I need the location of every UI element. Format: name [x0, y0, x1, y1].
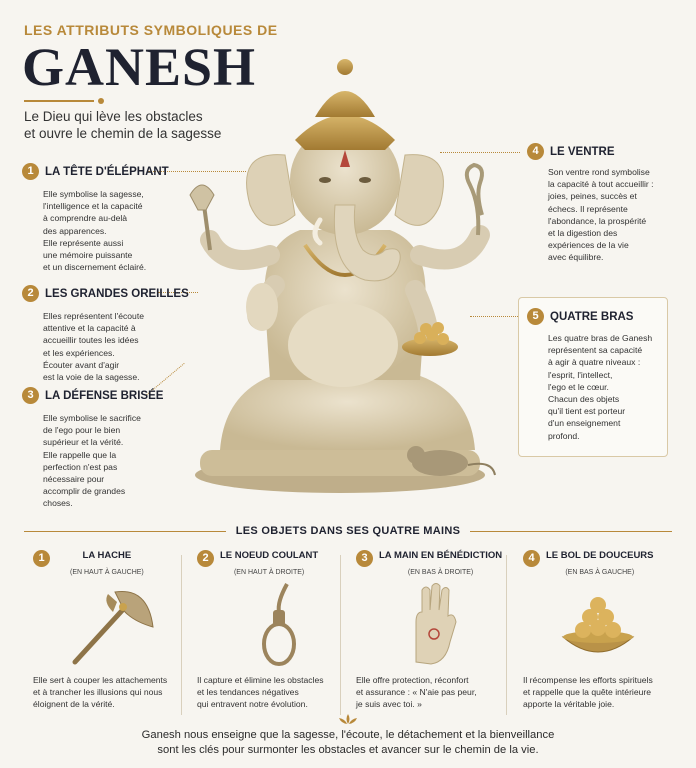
feature-description: Son ventre rond symbolise la capacité à tout accueillir : joies, peines, succès et échecs. Il représente l'abondance, la prospérité et la digestion des expériences de la vie avec équilibre. — [548, 167, 654, 263]
feature-description: Les quatre bras de Ganesh représentent sa capacité à agir à quatre niveaux : l'esprit, l'intellect, l'ego et le cœur. Chacun des objets qu'il tient est porteur d'un enseignement profond. — [548, 333, 653, 441]
blessing-hand-icon — [376, 582, 486, 667]
object-position: (EN HAUT À GAUCHE) — [70, 569, 144, 576]
feature-elephant-head — [22, 163, 212, 273]
feature-title: LA DÉFENSE BRISÉE — [45, 389, 164, 402]
kicker: LES ATTRIBUTS SYMBOLIQUES DE — [24, 22, 278, 38]
object-axe — [33, 550, 193, 709]
axe-icon — [53, 582, 163, 667]
feature-belly — [527, 143, 677, 264]
statue-crown — [295, 115, 395, 150]
statue-belly — [288, 303, 398, 387]
object-description: Il récompense les efforts spirituels et rappelle que la quête intérieure apporte la véritable joie. — [523, 675, 653, 709]
page-title: GANESH — [22, 37, 257, 97]
feature-broken-tusk — [22, 387, 192, 510]
feature-title: LE VENTRE — [550, 145, 615, 158]
statue-blessing-hand — [246, 283, 278, 331]
title-dot — [98, 98, 104, 104]
sweets-bowl-icon — [543, 582, 653, 667]
upper-left-arm — [210, 240, 270, 260]
number-badge: 2 — [197, 550, 214, 567]
statue-left-ear — [247, 155, 295, 226]
section-title: LES OBJETS DANS SES QUATRE MAINS — [0, 525, 696, 537]
number-badge: 5 — [527, 308, 544, 325]
feature-description: Elle symbolise le sacrifice de l'ego pour le bien supérieur et la vérité. Elle rappelle que la perfection n'est pas nécessaire pour accomplir de grandes choses. — [43, 413, 141, 509]
object-name: LE BOL DE DOUCEURS — [546, 550, 654, 561]
statue-right-ear — [395, 155, 443, 226]
number-badge: 1 — [22, 163, 39, 180]
leader-line-5 — [470, 316, 518, 317]
object-description: Elle offre protection, réconfort et assurance : « N'aie pas peur, je suis avec toi. » — [356, 675, 477, 709]
object-position: (EN BAS À DROITE) — [407, 569, 474, 576]
object-name: LA MAIN EN BÉNÉDICTION — [379, 550, 503, 561]
object-position: (EN HAUT À DROITE) — [233, 569, 305, 576]
feature-description: Elle symbolise la sagesse, l'intelligence et la capacité à comprendre au-delà des apparences. Elle représente aussi une mémoire puissante et un discernement éclairé. — [43, 189, 147, 273]
object-description: Il capture et élimine les obstacles et les tendances négatives qui entravent notre évolution. — [197, 675, 324, 709]
subtitle-line-1: Le Dieu qui lève les obstacles — [24, 109, 203, 124]
number-badge: 4 — [523, 550, 540, 567]
statue-sweets-bowl — [402, 338, 458, 356]
object-noose — [197, 550, 357, 709]
number-badge: 3 — [22, 387, 39, 404]
feature-big-ears — [22, 285, 192, 383]
statue-noose — [467, 165, 482, 235]
object-position: (EN BAS À GAUCHE) — [565, 569, 635, 576]
feature-four-arms — [518, 297, 668, 457]
statue-right-eye — [359, 177, 371, 183]
number-badge: 3 — [356, 550, 373, 567]
leader-line-4 — [440, 152, 520, 153]
object-name: LE NOEUD COULANT — [220, 550, 319, 561]
feature-title: LA TÊTE D'ÉLÉPHANT — [45, 165, 169, 178]
number-badge: 1 — [33, 550, 50, 567]
number-badge: 2 — [22, 285, 39, 302]
statue-left-eye — [319, 177, 331, 183]
feature-description: Elles représentent l'écoute attentive et la capacité à accueillir toutes les idées et les expériences. Écouter avant d'agir est la voie de la sagesse. — [43, 311, 145, 383]
subtitle-line-2: et ouvre le chemin de la sagesse — [24, 126, 222, 141]
noose-icon — [217, 582, 327, 667]
object-blessing-hand — [356, 550, 516, 709]
number-badge: 4 — [527, 143, 544, 160]
object-description: Elle sert à couper les attachements et à trancher les illusions qui nous éloignent de la vérité. — [33, 675, 168, 709]
footer-message: Ganesh nous enseigne que la sagesse, l'écoute, le détachement et la bienveillance sont les clés pour surmonter les obstacles et avancer sur le chemin de la vie. — [141, 729, 555, 756]
title-underline — [24, 100, 94, 102]
feature-title: QUATRE BRAS — [550, 310, 634, 323]
feature-title: LES GRANDES OREILLES — [45, 287, 189, 300]
object-name: LA HACHE — [82, 550, 132, 561]
lotus-icon — [336, 713, 360, 725]
object-sweets-bowl — [523, 550, 683, 709]
upper-right-arm — [420, 235, 480, 260]
ganesh-statue-illustration — [180, 55, 510, 500]
